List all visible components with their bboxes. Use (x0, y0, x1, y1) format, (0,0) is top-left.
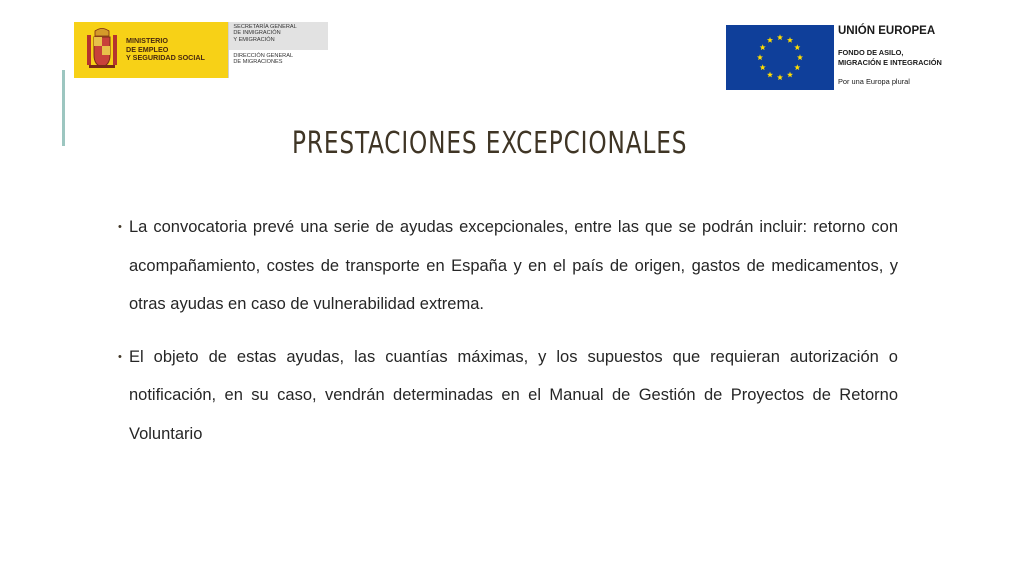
eu-flag-icon (726, 25, 834, 90)
bullet-item (118, 338, 898, 454)
eu-tagline: Por una Europa plural (838, 77, 910, 86)
accent-bar (62, 70, 65, 146)
eu-star-icon (777, 74, 783, 80)
ministerio-logo-left (74, 22, 228, 78)
secretaria-general-label: SECRETARÍA GENERAL DE INMIGRACIÓN Y EMIGRACIÓN (229, 22, 328, 50)
coat-of-arms-icon (84, 27, 120, 73)
eu-fund-name: FONDO DE ASILO, MIGRACIÓN E INTEGRACIÓN (838, 48, 942, 67)
bullet-item (118, 208, 898, 324)
direccion-general-label: DIRECCIÓN GENERAL DE MIGRACIONES (233, 53, 294, 66)
bullet-icon: • (118, 221, 122, 233)
eu-star-icon (767, 37, 773, 43)
eu-star-icon (760, 64, 766, 70)
ministerio-logo (74, 22, 328, 78)
eu-star-icon (757, 54, 763, 60)
eu-star-icon (767, 72, 773, 78)
eu-title: UNIÓN EUROPEA (838, 25, 936, 37)
eu-star-icon (760, 44, 766, 50)
eu-star-icon (787, 72, 793, 78)
bullet-text: El objeto de estas ayudas, las cuantías máximas, y los supuestos que requieran autorización o notificación, en su caso, vendrán determinadas en el Manual de Gestión de Proyectos de Retorno Voluntario (129, 347, 898, 443)
eu-star-icon (777, 34, 783, 40)
eu-star-icon (794, 44, 800, 50)
slide-title: PRESTACIONES EXCEPCIONALES (292, 126, 688, 161)
eu-star-icon (797, 54, 803, 60)
eu-star-icon (794, 64, 800, 70)
eu-star-icon (787, 37, 793, 43)
ministerio-name: MINISTERIO DE EMPLEO Y SEGURIDAD SOCIAL (126, 36, 205, 63)
bullet-icon: • (118, 350, 122, 363)
eu-logo-text (838, 25, 1018, 86)
ministerio-logo-right (228, 22, 328, 78)
bullet-text: La convocatoria prevé una serie de ayudas excepcionales, entre las que se podrán incluir: retorno con acompañamiento, costes de transporte en España y en el país de origen, gastos de medicamentos, y otras ayudas en caso de vulnerabilidad extrema. (129, 218, 898, 313)
bullet-list (118, 208, 898, 467)
